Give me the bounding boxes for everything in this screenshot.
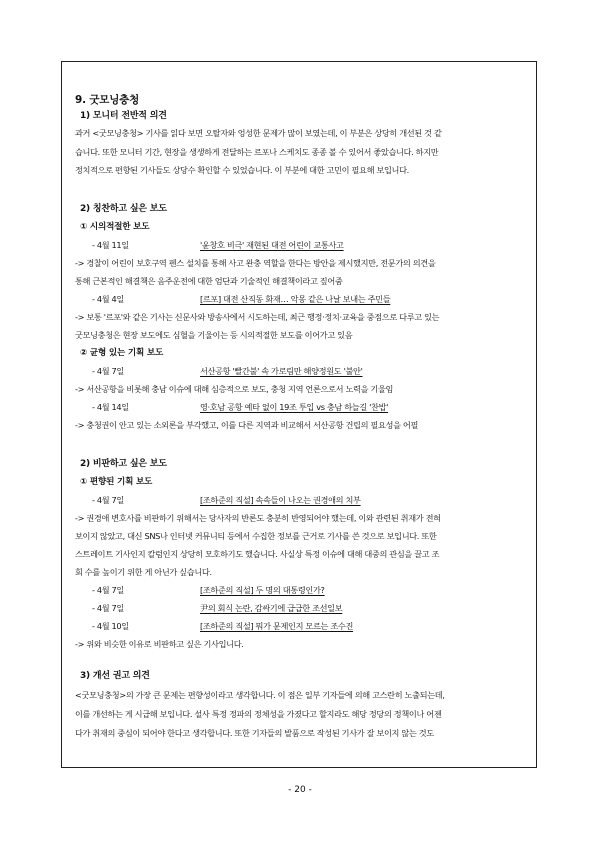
monitor-line-3: 정치적으로 편향된 기사들도 상당수 확인할 수 있었습니다. 이 부분에 대한 고민이 필요해 보입니다. xyxy=(75,165,409,175)
praise-note-line: -> 경찰이 어린이 보호구역 펜스 설치를 통해 사고 완충 역할을 한다는 방안을 제시했지만, 전문가의 의견을 xyxy=(75,258,436,268)
praise-note-line: 통해 근본적인 해결책은 음주운전에 대한 엄단과 기술적인 해결책이라고 짚어줌 xyxy=(75,276,343,286)
recommend-line-1: <굿모닝충청>의 가장 큰 문제는 편향성이라고 생각합니다. 이 점은 일부 기자들에 의해 고스란히 노출되는데, xyxy=(75,690,445,700)
monitor-heading: 1) 모니터 전반적 의견 xyxy=(80,111,167,121)
criticism-item-title: [조하준의 직설] 속속들이 나오는 권경애의 치부 xyxy=(200,495,361,505)
criticism-note-line: 보이지 않았고, 대신 SNS나 인터넷 커뮤니티 등에서 수집한 정보를 근거로 기사를 쓴 것으로 보입니다. 또한 xyxy=(75,531,437,541)
praise-item-date: - 4월 14일 xyxy=(92,402,129,412)
criticism-note-line: -> 권경애 변호사를 비판하기 위해서는 당사자의 반론도 충분히 반영되어야 했는데, 이와 관련된 취재가 전혀 xyxy=(75,513,441,523)
praise-item-title: 서산공항 '빨간불' 속 가로림만 해양정원도 '불안' xyxy=(200,366,363,376)
praise-sub-timely: ① 시의적절한 보도 xyxy=(80,222,150,232)
criticism-note-line: 스트레이트 기사인지 칼럼인지 상당히 모호하기도 했습니다. 사실상 특정 이슈에 대해 대중의 관심을 끌고 조 xyxy=(75,549,440,559)
criticism-item-date: - 4월 7일 xyxy=(92,603,124,613)
criticism-heading: 2) 비판하고 싶은 보도 xyxy=(80,459,167,469)
page-number: - 20 - xyxy=(288,785,312,795)
praise-sub-balanced: ② 균형 있는 기획 보도 xyxy=(80,348,164,358)
criticism-tail-note: -> 위와 비슷한 이유로 비판하고 싶은 기사입니다. xyxy=(75,639,244,649)
criticism-sub-biased: ① 편향된 기획 보도 xyxy=(80,477,153,487)
praise-heading: 2) 칭찬하고 싶은 보도 xyxy=(80,204,167,214)
praise-item-title: '윤창호 비극' 재현된 대전 어린이 교통사고 xyxy=(200,240,344,250)
monitor-line-1: 과거 <굿모닝충청> 기사를 읽다 보면 오탈자와 엉성한 문제가 많이 보였는데, 이 부분은 상당히 개선된 것 같 xyxy=(75,128,442,138)
criticism-item-title: [조하준의 직설] 뭐가 문제인지 모르는 조수진 xyxy=(200,621,354,631)
criticism-item-title: 尹의 회식 논란, 감싸기에 급급한 조선일보 xyxy=(200,603,343,613)
praise-item-date: - 4월 4일 xyxy=(92,294,124,304)
praise-item-date: - 4월 11일 xyxy=(92,240,129,250)
praise-note-line: -> 보통 '르포'와 같은 기사는 신문사와 방송사에서 시도하는데, 최근 행정·정치·교육을 중점으로 다루고 있는 xyxy=(75,312,440,322)
criticism-note-line: 회 수를 높이기 위한 게 아닌가 싶습니다. xyxy=(75,567,212,577)
criticism-item-title: [조하준의 직설] 두 명의 대통령인가? xyxy=(200,585,325,595)
praise-note-line: 굿모닝충청은 현장 보도에도 심혈을 기울이는 등 시의적절한 보도를 이어가고 있음 xyxy=(75,330,353,340)
recommend-heading: 3) 개선 권고 의견 xyxy=(80,671,150,681)
praise-item-date: - 4월 7일 xyxy=(92,366,124,376)
criticism-item-date: - 4월 7일 xyxy=(92,495,124,505)
praise-item-title: [르포] 대전 산직동 화재… 악몽 같은 나날 보내는 주민들 xyxy=(200,294,391,304)
praise-note-line: -> 서산공항을 비롯해 충남 이슈에 대해 심층적으로 보도, 충청 지역 언론으로서 노력을 기울임 xyxy=(75,384,394,394)
monitor-line-2: 습니다. 또한 모니터 기간, 현장을 생생하게 전달하는 르포나 스케치도 종종 볼 수 있어서 좋았습니다. 하지만 xyxy=(75,147,439,157)
recommend-line-2: 이를 개선하는 게 시급해 보입니다. 설사 특정 정파의 정체성을 가졌다고 할지라도 해당 정당의 정책이나 어젠 xyxy=(75,709,442,719)
section-title: 9. 굿모닝충청 xyxy=(75,94,140,106)
recommend-line-3: 다가 취재의 중심이 되어야 한다고 생각합니다. 또한 기자들의 발품으로 작성된 기사가 잘 보이지 않는 것도 xyxy=(75,728,434,738)
criticism-item-date: - 4월 7일 xyxy=(92,585,124,595)
praise-note-line: -> 충청권이 안고 있는 소외론을 부각했고, 이를 다른 지역과 비교해서 서산공항 건립의 필요성을 어필 xyxy=(75,420,419,430)
criticism-item-date: - 4월 10일 xyxy=(92,621,129,631)
praise-item-title: 영·호남 공항 예타 없이 19조 투입 vs 충남 하늘길 '찬밥' xyxy=(200,402,389,412)
